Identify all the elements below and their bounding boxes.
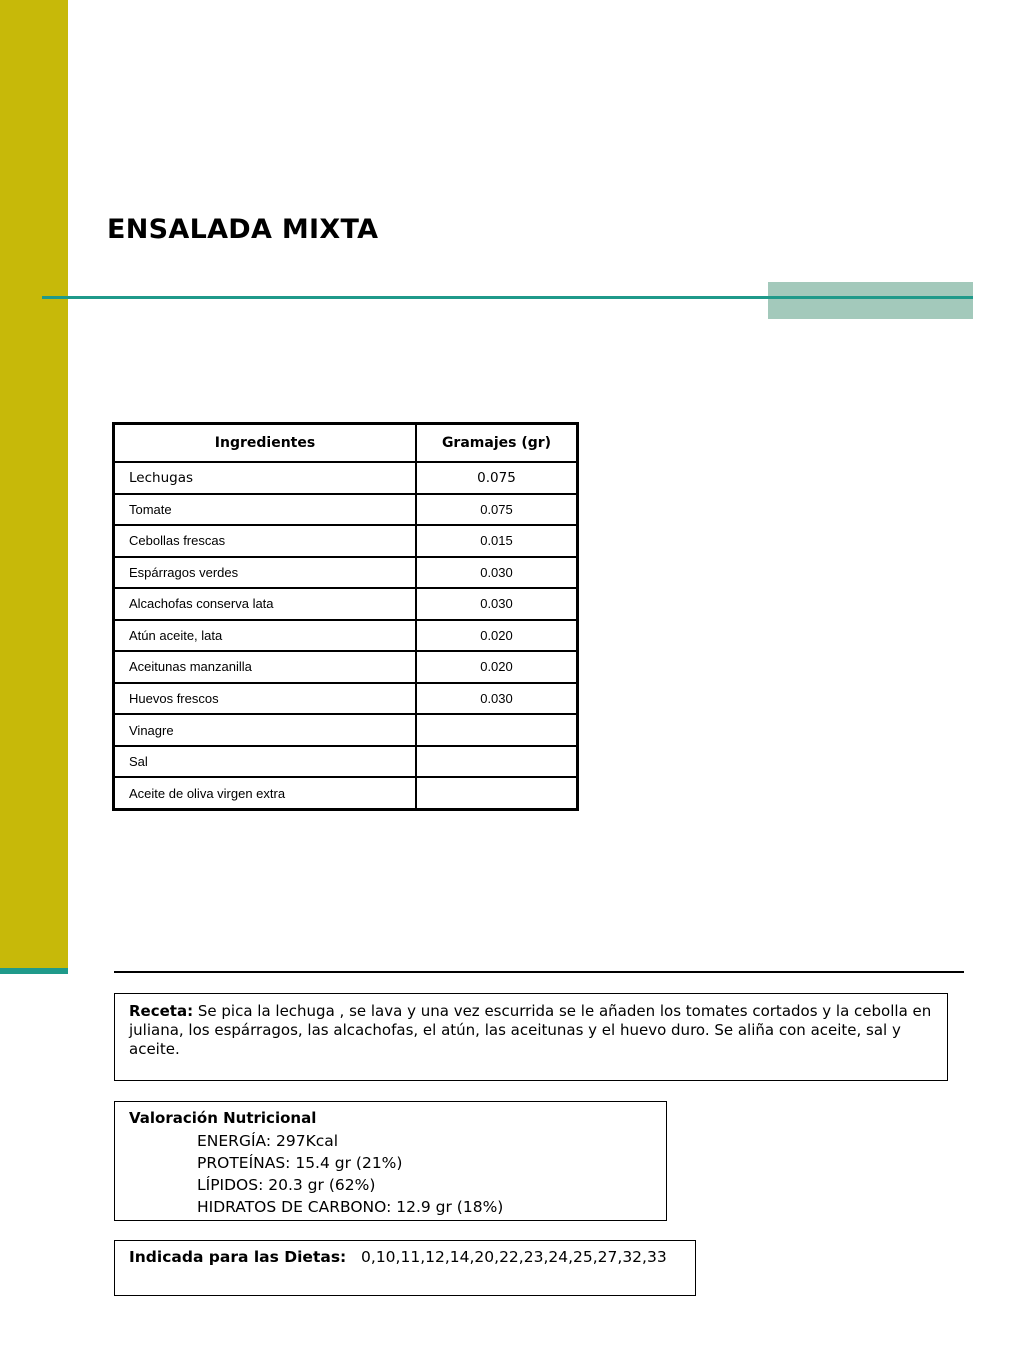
nutrition-proteins: PROTEÍNAS: 15.4 gr (21%) bbox=[197, 1154, 403, 1172]
recipe-box bbox=[114, 993, 948, 1081]
table-header-row bbox=[114, 424, 578, 463]
ingredient-grams: 0.015 bbox=[416, 525, 578, 557]
nutrition-energy: ENERGÍA: 297Kcal bbox=[197, 1132, 339, 1150]
ingredient-name: Espárragos verdes bbox=[114, 557, 417, 589]
table-row bbox=[114, 494, 578, 526]
table-row bbox=[114, 620, 578, 652]
ingredient-name: Atún aceite, lata bbox=[114, 620, 417, 652]
section-divider bbox=[114, 971, 964, 973]
ingredient-name: Aceite de oliva virgen extra bbox=[114, 777, 417, 809]
ingredient-name: Aceitunas manzanilla bbox=[114, 651, 417, 683]
nutrition-box bbox=[114, 1101, 667, 1221]
ingredient-name: Lechugas bbox=[114, 462, 417, 494]
ingredient-name: Tomate bbox=[114, 494, 417, 526]
page-title: ENSALADA MIXTA bbox=[107, 214, 379, 245]
table-row bbox=[114, 557, 578, 589]
recipe-label: Receta: bbox=[129, 1002, 194, 1020]
ingredient-grams bbox=[416, 746, 578, 778]
sidebar-band-foot bbox=[0, 968, 68, 974]
table-row bbox=[114, 714, 578, 746]
table-row bbox=[114, 683, 578, 715]
ingredient-grams: 0.030 bbox=[416, 588, 578, 620]
table-row bbox=[114, 462, 578, 494]
nutrition-carbs: HIDRATOS DE CARBONO: 12.9 gr (18%) bbox=[197, 1198, 504, 1216]
recipe-text: Se pica la lechuga , se lava y una vez escurrida se le añaden los tomates cortados y la cebolla en juliana, los espárragos, las alcachofas, el atún, las aceitunas y el huevo duro. Se aliña con aceite, sal y aceite. bbox=[129, 1002, 932, 1058]
ingredient-grams: 0.030 bbox=[416, 557, 578, 589]
ingredient-grams bbox=[416, 777, 578, 809]
ingredient-grams: 0.020 bbox=[416, 651, 578, 683]
table-row bbox=[114, 588, 578, 620]
ingredient-grams: 0.030 bbox=[416, 683, 578, 715]
ingredient-name: Sal bbox=[114, 746, 417, 778]
ingredient-grams: 0.020 bbox=[416, 620, 578, 652]
diets-value: 0,10,11,12,14,20,22,23,24,25,27,32,33 bbox=[361, 1248, 667, 1266]
sidebar-band bbox=[0, 0, 68, 968]
table-row bbox=[114, 651, 578, 683]
column-header-ingredients: Ingredientes bbox=[114, 424, 417, 463]
ingredient-grams: 0.075 bbox=[416, 494, 578, 526]
header-accent-block bbox=[768, 282, 973, 319]
diets-label: Indicada para las Dietas: bbox=[129, 1248, 347, 1266]
ingredient-name: Vinagre bbox=[114, 714, 417, 746]
table-row bbox=[114, 746, 578, 778]
table-row bbox=[114, 525, 578, 557]
ingredient-grams: 0.075 bbox=[416, 462, 578, 494]
header-divider bbox=[42, 296, 973, 299]
ingredient-grams bbox=[416, 714, 578, 746]
nutrition-label: Valoración Nutricional bbox=[129, 1109, 317, 1127]
ingredient-name: Huevos frescos bbox=[114, 683, 417, 715]
ingredient-name: Cebollas frescas bbox=[114, 525, 417, 557]
diets-box bbox=[114, 1240, 696, 1296]
nutrition-lipids: LÍPIDOS: 20.3 gr (62%) bbox=[197, 1176, 376, 1194]
ingredients-table bbox=[112, 422, 579, 811]
column-header-grams: Gramajes (gr) bbox=[416, 424, 578, 463]
ingredients-table-container bbox=[112, 422, 579, 811]
ingredient-name: Alcachofas conserva lata bbox=[114, 588, 417, 620]
table-row bbox=[114, 777, 578, 809]
